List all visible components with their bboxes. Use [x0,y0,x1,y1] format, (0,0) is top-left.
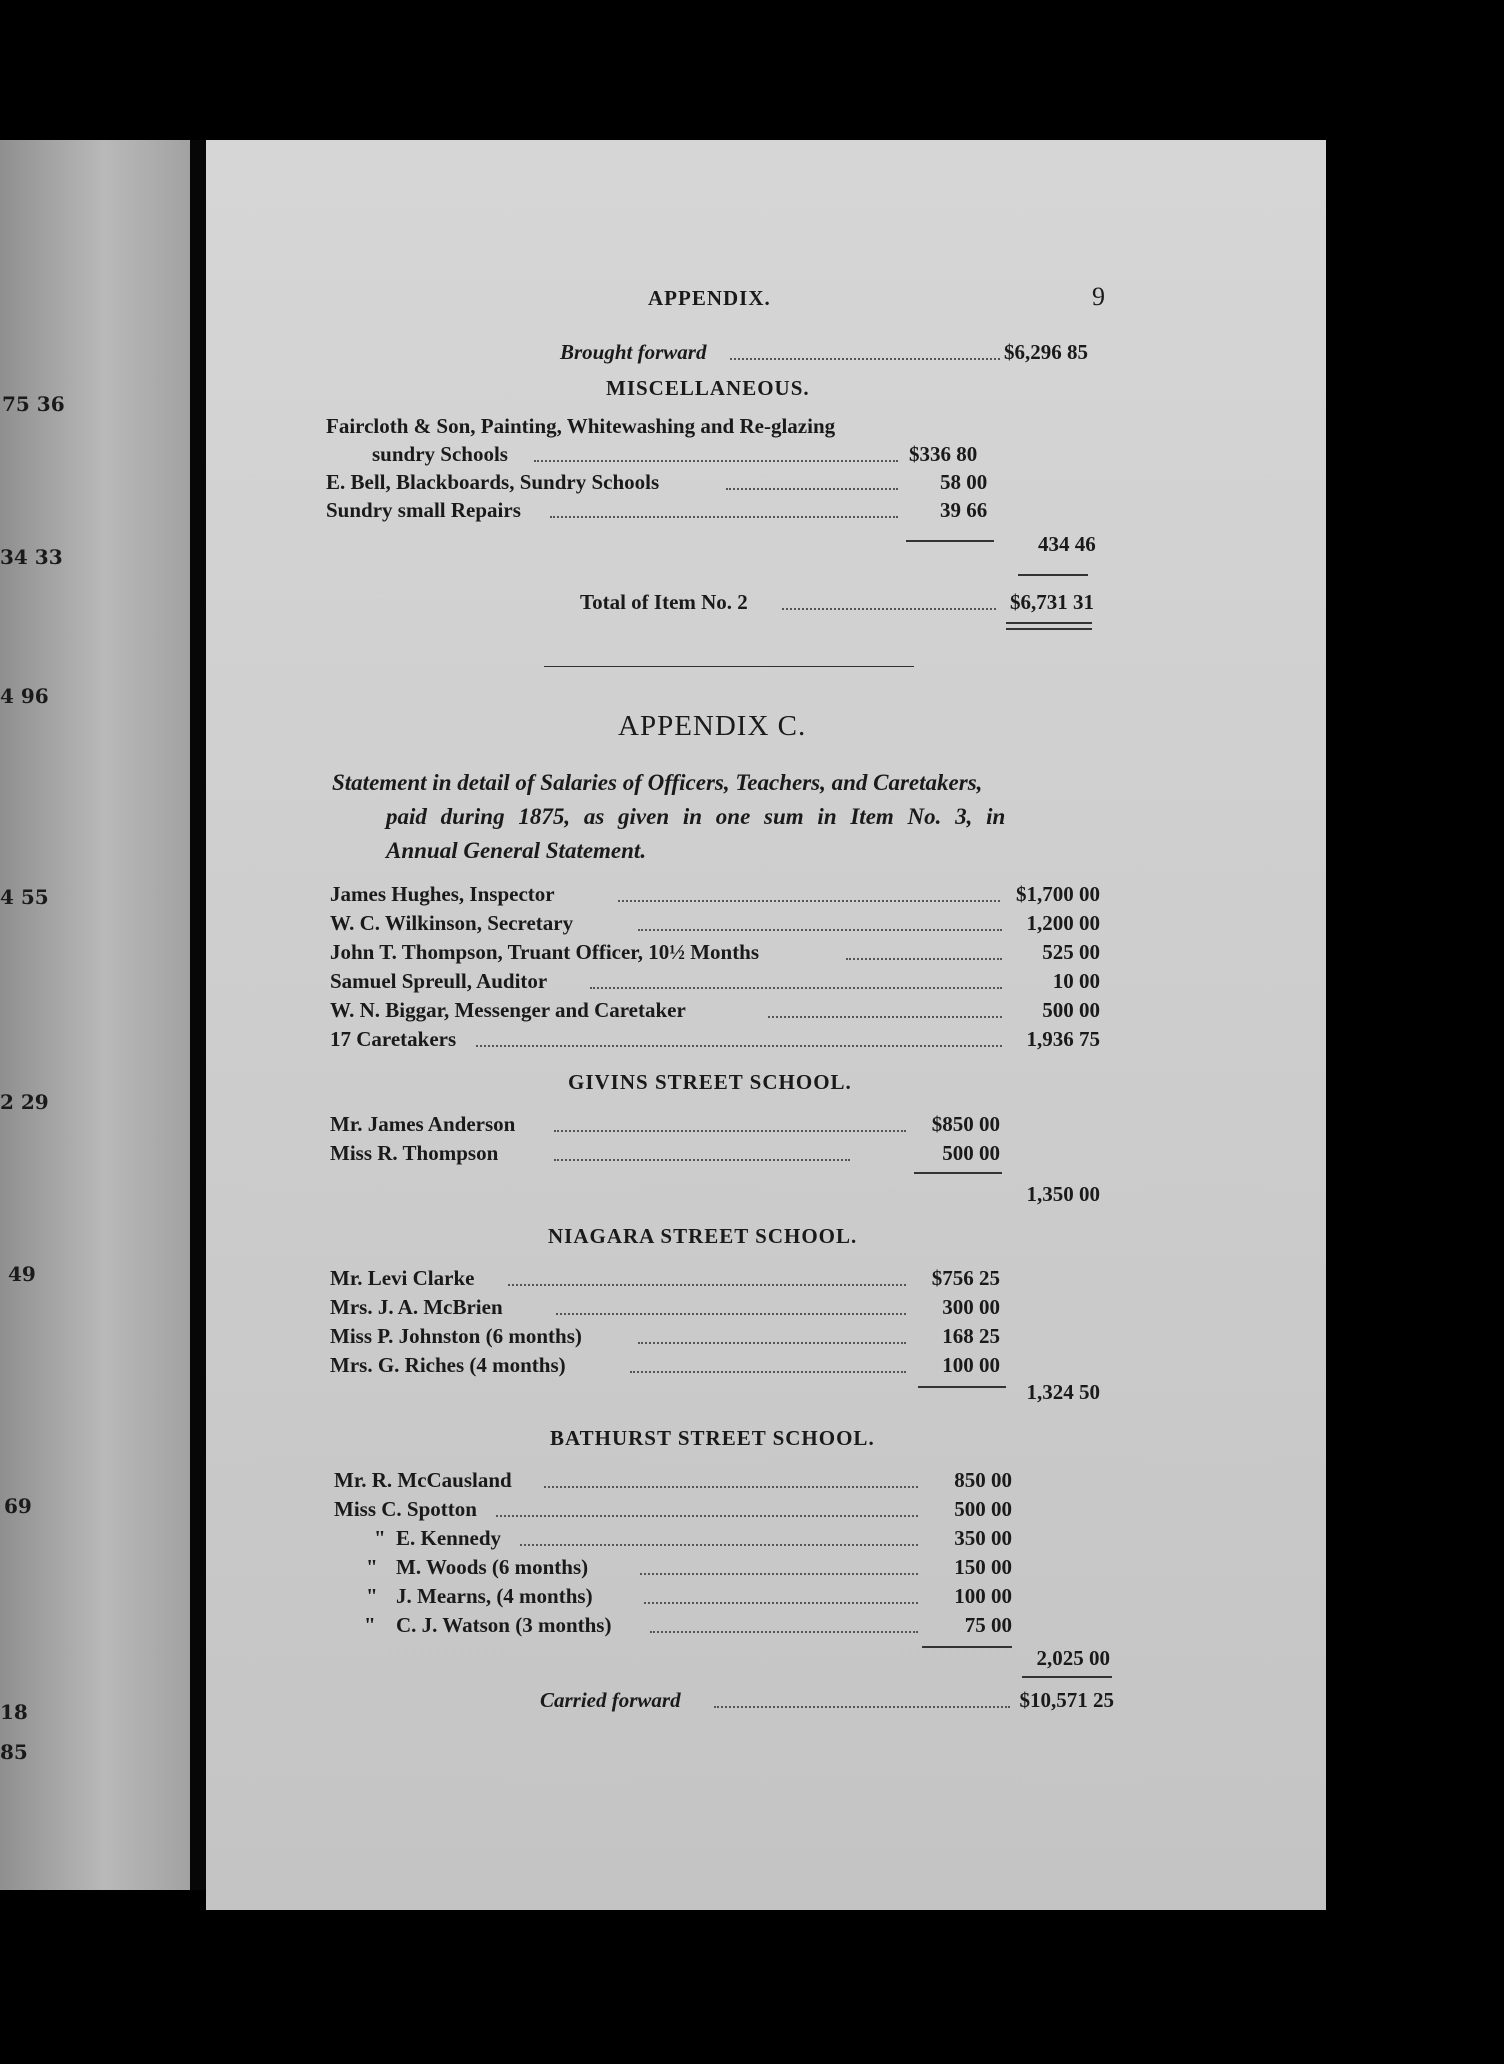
running-header: APPENDIX. [648,286,771,310]
appendix-c-heading: APPENDIX C. [618,710,807,742]
staff-amount: 100 00 [942,1353,1000,1377]
statement-text: Statement in detail of Salaries of Officers, Teachers, and Caretakers, [332,770,983,795]
dot-leader [618,900,1000,902]
staff-amount: 300 00 [942,1295,1000,1319]
staff-label: Miss C. Spotton [334,1497,477,1521]
staff-label: Mrs. J. A. McBrien [330,1295,503,1319]
misc-item-amount: 58 00 [940,470,988,494]
dot-leader [714,1706,1010,1708]
dot-leader [638,929,1002,931]
dot-leader [508,1284,906,1286]
officer-label: W. C. Wilkinson, Secretary [330,911,574,935]
section-heading-niagara: NIAGARA STREET SCHOOL. [548,1224,858,1248]
staff-amount: 168 25 [942,1324,1000,1348]
staff-amount: 850 00 [954,1468,1012,1492]
dot-leader [554,1159,850,1161]
officer-amount: 1,200 00 [1026,911,1100,935]
book-gutter [190,140,206,1890]
misc-item-amount: $336 80 [909,442,978,466]
staff-amount: 150 00 [954,1555,1012,1579]
staff-label: Mrs. G. Riches (4 months) [330,1353,566,1377]
carried-forward-label: Carried forward [540,1688,681,1712]
brought-forward-amount: $6,296 85 [1004,340,1088,364]
double-rule-top [1006,622,1092,624]
statement-text: Annual General Statement. [386,838,647,863]
staff-amount: $756 25 [931,1266,1000,1290]
officer-amount: 525 00 [1042,940,1100,964]
officer-amount: 500 00 [1042,998,1100,1022]
officer-amount: 10 00 [1052,969,1100,993]
subtotal-rule [918,1386,1006,1388]
staff-amount: 500 00 [942,1141,1000,1165]
dot-leader [554,1130,906,1132]
misc-subtotal: 434 46 [1038,532,1096,556]
officer-label: James Hughes, Inspector [330,882,555,906]
document-page [206,140,1326,1910]
carried-forward-amount: $10,571 25 [1019,1688,1114,1712]
officer-label: W. N. Biggar, Messenger and Caretaker [330,998,686,1022]
dot-leader [520,1544,918,1546]
staff-label: Mr. R. McCausland [334,1468,512,1492]
staff-label: E. Kennedy [396,1526,502,1550]
total-rule [1022,1676,1112,1678]
misc-item-label: Sundry small Repairs [326,498,521,522]
section-divider [544,666,914,667]
subtotal-rule [914,1172,1002,1174]
dot-leader [640,1573,918,1575]
dot-leader [630,1371,906,1373]
dot-leader [550,516,898,518]
misc-item-label: E. Bell, Blackboards, Sundry Schools [326,470,660,494]
brought-forward-label: Brought forward [560,340,707,364]
officer-amount: $1,700 00 [1016,882,1100,906]
left-margin-number: 4 55 [0,885,49,909]
officer-amount: 1,936 75 [1026,1027,1100,1051]
ditto-mark: " [366,1555,378,1579]
school-total: 1,324 50 [1026,1380,1100,1404]
dot-leader [650,1631,918,1633]
staff-label: Miss R. Thompson [330,1141,499,1165]
ditto-mark: " [364,1613,376,1637]
left-page-fragment [0,140,190,1890]
left-margin-number: 18 [0,1700,28,1724]
dot-leader [730,358,1000,360]
dot-leader [590,987,1002,989]
misc-item-label: Faircloth & Son, Painting, Whitewashing and Re-glazing [326,414,836,438]
staff-amount: 350 00 [954,1526,1012,1550]
total-item-amount: $6,731 31 [1010,590,1094,614]
misc-item-label: sundry Schools [372,442,508,466]
dot-leader [726,488,898,490]
left-margin-number: 4 96 [0,684,49,708]
statement-text: paid during 1875, as given in one sum in Item No. 3, in [386,804,1006,829]
left-margin-number: 49 [8,1262,36,1286]
misc-item-amount: 39 66 [940,498,988,522]
ditto-mark: " [374,1526,386,1550]
staff-label: Miss P. Johnston (6 months) [330,1324,582,1348]
staff-amount: 500 00 [954,1497,1012,1521]
left-margin-number: 34 33 [0,545,63,569]
staff-label: Mr. James Anderson [330,1112,516,1136]
dot-leader [846,958,1002,960]
dot-leader [476,1045,1002,1047]
dot-leader [544,1486,918,1488]
dot-leader [768,1016,1002,1018]
section-heading-miscellaneous: MISCELLANEOUS. [606,376,810,400]
left-margin-number: 2 29 [0,1090,49,1114]
staff-amount: $850 00 [931,1112,1000,1136]
ditto-mark: " [366,1584,378,1608]
left-margin-number: 69 [4,1494,32,1518]
page-number: 9 [1092,282,1105,311]
staff-label: J. Mearns, (4 months) [396,1584,593,1608]
left-margin-number: 75 36 [2,392,65,416]
staff-label: M. Woods (6 months) [396,1555,589,1579]
dot-leader [638,1342,906,1344]
total-rule [1018,574,1088,576]
staff-label: Mr. Levi Clarke [330,1266,475,1290]
dot-leader [556,1313,906,1315]
left-margin-number: 85 [0,1740,28,1764]
school-total: 2,025 00 [1036,1646,1110,1670]
staff-label: C. J. Watson (3 months) [396,1613,612,1637]
dot-leader [782,608,996,610]
officer-label: 17 Caretakers [330,1027,457,1051]
staff-amount: 100 00 [954,1584,1012,1608]
subtotal-rule [906,540,994,542]
double-rule-bottom [1006,628,1092,630]
dot-leader [534,460,898,462]
dot-leader [496,1515,918,1517]
officer-label: John T. Thompson, Truant Officer, 10½ Months [330,940,760,964]
dot-leader [644,1602,918,1604]
section-heading-givins: GIVINS STREET SCHOOL. [568,1070,852,1094]
section-heading-bathurst: BATHURST STREET SCHOOL. [550,1426,875,1450]
staff-amount: 75 00 [964,1613,1012,1637]
subtotal-rule [922,1646,1012,1648]
officer-label: Samuel Spreull, Auditor [330,969,548,993]
school-total: 1,350 00 [1026,1182,1100,1206]
total-item-label: Total of Item No. 2 [580,590,748,614]
